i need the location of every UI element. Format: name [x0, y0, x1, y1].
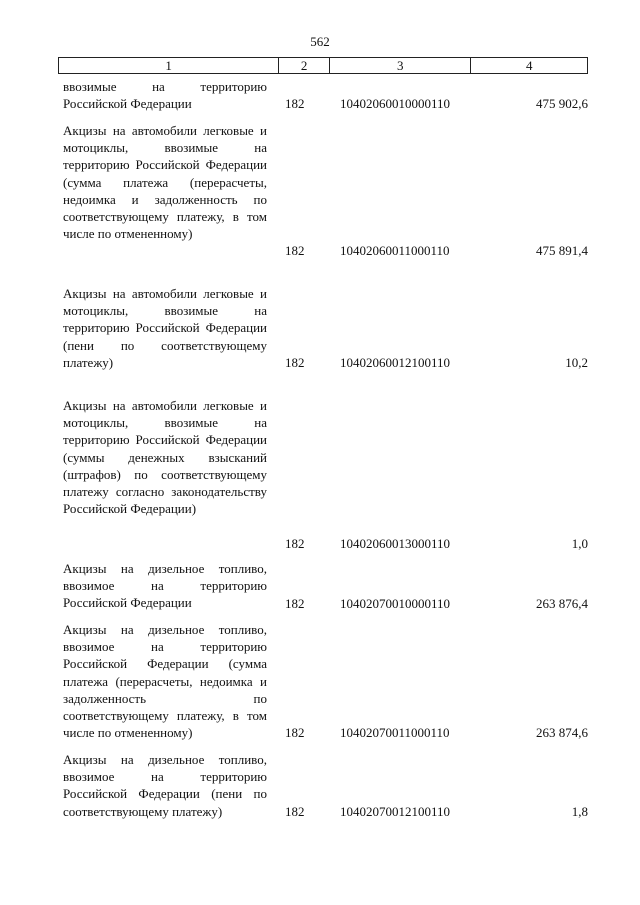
row-amount: 263 874,6 [536, 725, 588, 740]
row-budget-code: 10402060011000110 [340, 243, 450, 258]
row-description: Акцизы на автомобили легковые и мотоциклы, ввозимые на территорию Российской Федерации (сумма платежа (перерасчеты, недоимка и задолженность по соответствующему платежу, в том числе по отмененному) [63, 123, 267, 242]
table-header [58, 57, 588, 74]
row-amount: 10,2 [565, 355, 588, 370]
row-admin-code: 182 [285, 596, 305, 611]
row-amount: 475 891,4 [536, 243, 588, 258]
row-admin-code: 182 [285, 725, 305, 740]
row-budget-code: 10402070011000110 [340, 725, 450, 740]
row-description: Акцизы на дизельное топливо, ввозимое на территорию Российской Федерации (сумма платежа (перерасчеты, недоимка и задолженность по соответствующему платежу, в том числе по отмененному) [63, 622, 267, 741]
row-budget-code: 10402060010000110 [340, 96, 451, 111]
row-admin-code: 182 [285, 536, 305, 551]
row-admin-code: 182 [285, 804, 305, 819]
row-amount: 263 876,4 [536, 596, 588, 611]
row-amount: 475 902,6 [536, 96, 588, 111]
row-budget-code: 10402060012100110 [340, 355, 451, 370]
header-col-2: 2 [279, 58, 330, 73]
row-budget-code: 10402060013000110 [340, 536, 451, 551]
row-description: ввозимые на территорию Российской Федерации [63, 79, 267, 112]
row-description: Акцизы на автомобили легковые и мотоциклы, ввозимые на территорию Российской Федерации (пени по соответствующему платежу) [63, 286, 267, 370]
row-description: Акцизы на дизельное топливо, ввозимое на территорию Российской Федерации (пени по соответствующему платежу) [63, 752, 267, 819]
row-budget-code: 10402070010000110 [340, 596, 451, 611]
row-amount: 1,8 [571, 804, 588, 819]
header-col-1: 1 [59, 58, 279, 73]
row-amount: 1,0 [571, 536, 588, 551]
row-admin-code: 182 [285, 355, 305, 370]
header-col-3: 3 [330, 58, 471, 73]
row-description: Акцизы на автомобили легковые и мотоциклы, ввозимые на территорию Российской Федерации (суммы денежных взысканий (штрафов) по соответствующему платежу согласно законодательству Российской Федерации) [63, 398, 267, 517]
row-admin-code: 182 [285, 96, 305, 111]
row-description: Акцизы на дизельное топливо, ввозимое на территорию Российской Федерации [63, 561, 267, 611]
row-admin-code: 182 [285, 243, 305, 258]
header-col-4: 4 [525, 58, 533, 73]
page-number: 562 [310, 34, 330, 49]
row-budget-code: 10402070012100110 [340, 804, 451, 819]
